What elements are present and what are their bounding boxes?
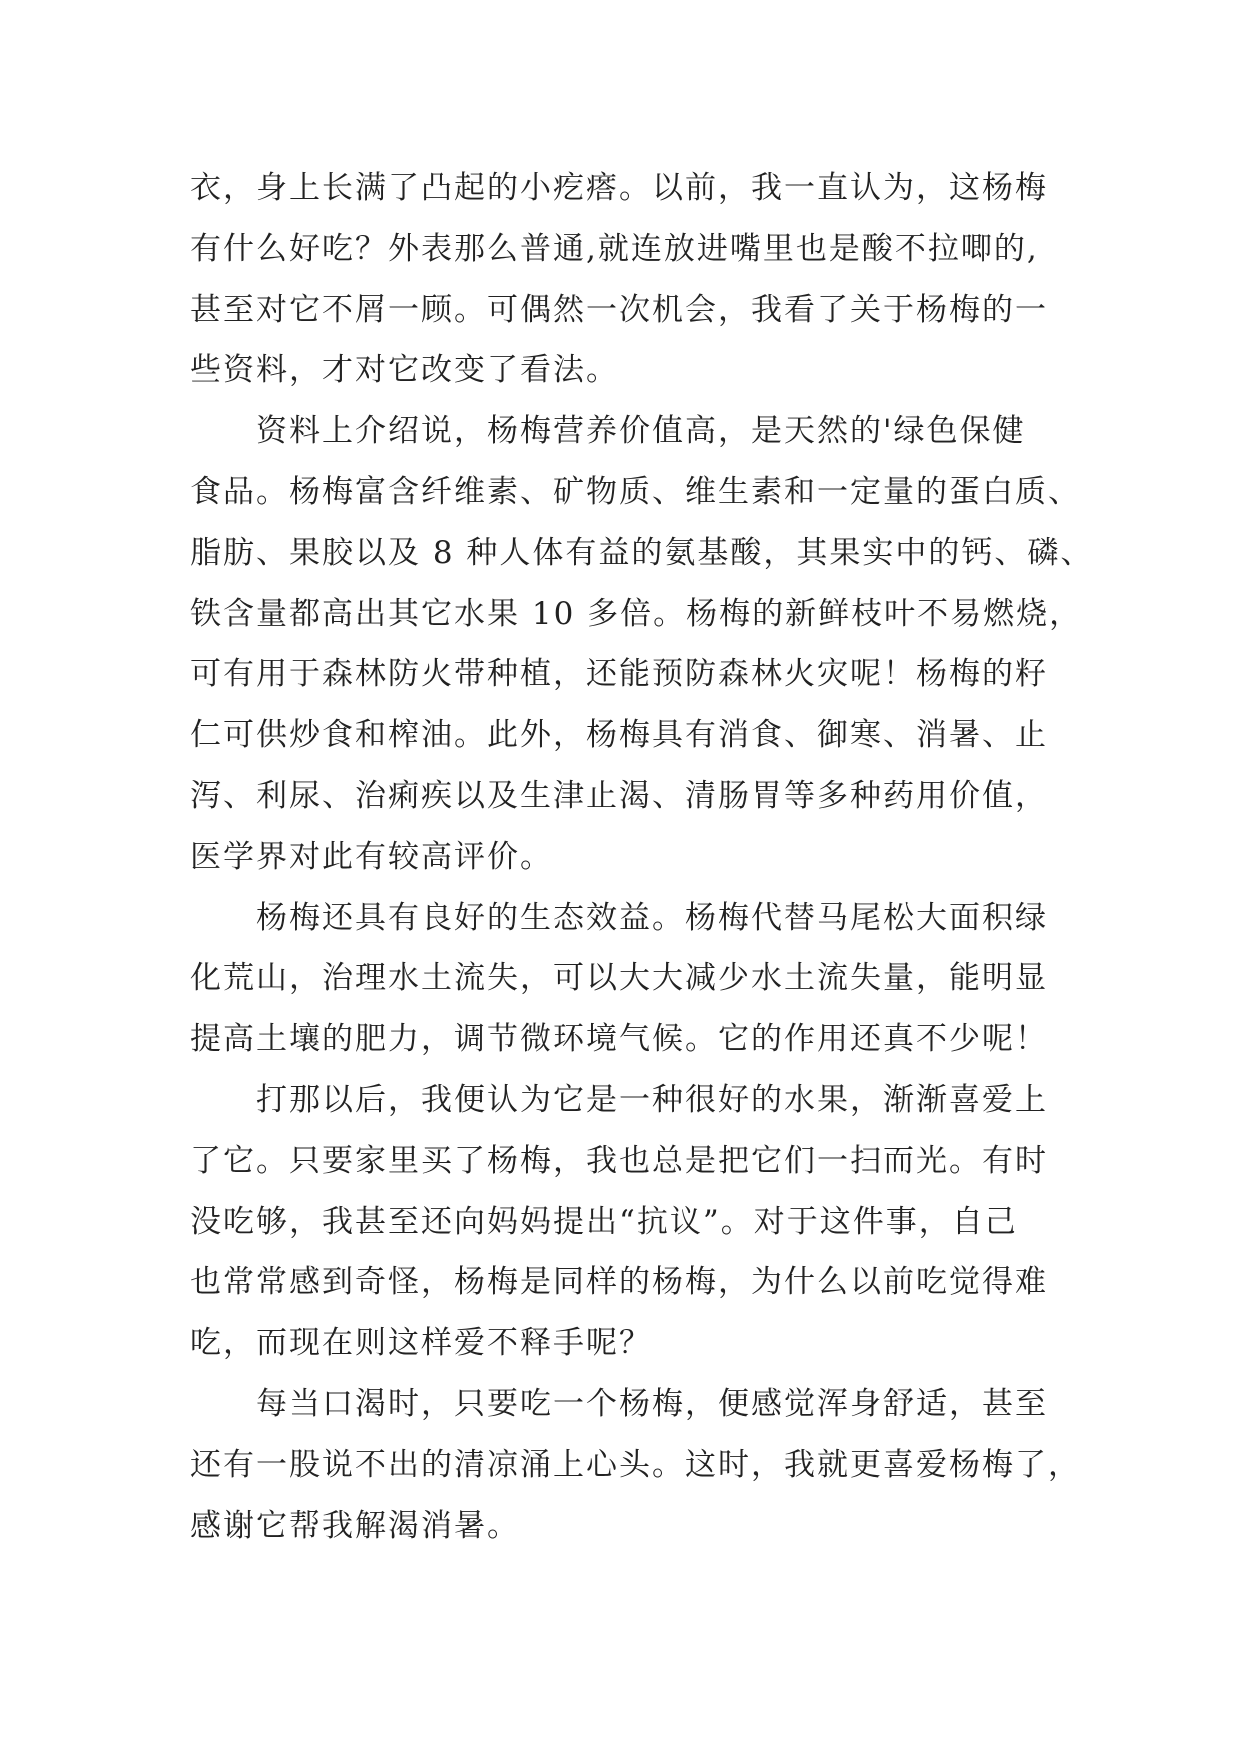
text-line: 了它。只要家里买了杨梅，我也总是把它们一扫而光。有时 bbox=[190, 1142, 1048, 1179]
paragraph-1 bbox=[190, 158, 1090, 401]
paragraph-3 bbox=[190, 888, 1090, 1070]
text-line: 甚至对它不屑一顾。可偶然一次机会，我看了关于杨梅的一 bbox=[190, 291, 1048, 328]
text-line: 打那以后，我便认为它是一种很好的水果，渐渐喜爱上 bbox=[256, 1081, 1048, 1118]
text-line: 每当口渴时，只要吃一个杨梅，便感觉浑身舒适，甚至 bbox=[256, 1385, 1048, 1422]
text-line: 有什么好吃？外表那么普通,就连放进嘴里也是酸不拉唧的, bbox=[190, 230, 1039, 267]
text-line: 也常常感到奇怪，杨梅是同样的杨梅，为什么以前吃觉得难 bbox=[190, 1264, 1048, 1301]
text-line: 提高土壤的肥力，调节微环境气候。它的作用还真不少呢！ bbox=[190, 1021, 1048, 1058]
text-line: 杨梅还具有良好的生态效益。杨梅代替马尾松大面积绿 bbox=[256, 899, 1048, 936]
text-line: 些资料，才对它改变了看法。 bbox=[190, 352, 619, 389]
text-line: 脂肪、果胶以及 8 种人体有益的氨基酸，其果实中的钙、磷、 bbox=[190, 534, 1094, 571]
text-line: 吃，而现在则这样爱不释手呢？ bbox=[190, 1325, 652, 1362]
paragraph-2 bbox=[190, 401, 1094, 887]
paragraph-4 bbox=[190, 1070, 1090, 1374]
text-line: 衣，身上长满了凸起的小疙瘩。以前，我一直认为，这杨梅 bbox=[190, 170, 1048, 206]
text-line: 没吃够，我甚至还向妈妈提出“抗议”。对于这件事，自己 bbox=[190, 1203, 1018, 1240]
text-line: 化荒山，治理水土流失，可以大大减少水土流失量，能明显 bbox=[190, 960, 1048, 997]
text-line: 还有一股说不出的清凉涌上心头。这时，我就更喜爱杨梅了， bbox=[190, 1446, 1081, 1483]
text-line: 可有用于森林防火带种植，还能预防森林火灾呢！杨梅的籽 bbox=[190, 656, 1048, 693]
text-line: 仁可供炒食和榨油。此外，杨梅具有消食、御寒、消暑、止 bbox=[190, 717, 1048, 754]
document-page bbox=[190, 158, 1094, 1556]
paragraph-5 bbox=[190, 1374, 1090, 1556]
text-line: 铁含量都高出其它水果 10 多倍。杨梅的新鲜枝叶不易燃烧， bbox=[190, 595, 1083, 632]
text-line: 资料上介绍说，杨梅营养价值高，是天然的'绿色保健 bbox=[256, 413, 1026, 450]
text-line: 感谢它帮我解渴消暑。 bbox=[190, 1507, 520, 1544]
text-line: 食品。杨梅富含纤维素、矿物质、维生素和一定量的蛋白质、 bbox=[190, 473, 1081, 510]
text-line: 泻、利尿、治痢疾以及生津止渴、清肠胃等多种药用价值， bbox=[190, 777, 1048, 814]
text-line: 医学界对此有较高评价。 bbox=[190, 838, 553, 875]
